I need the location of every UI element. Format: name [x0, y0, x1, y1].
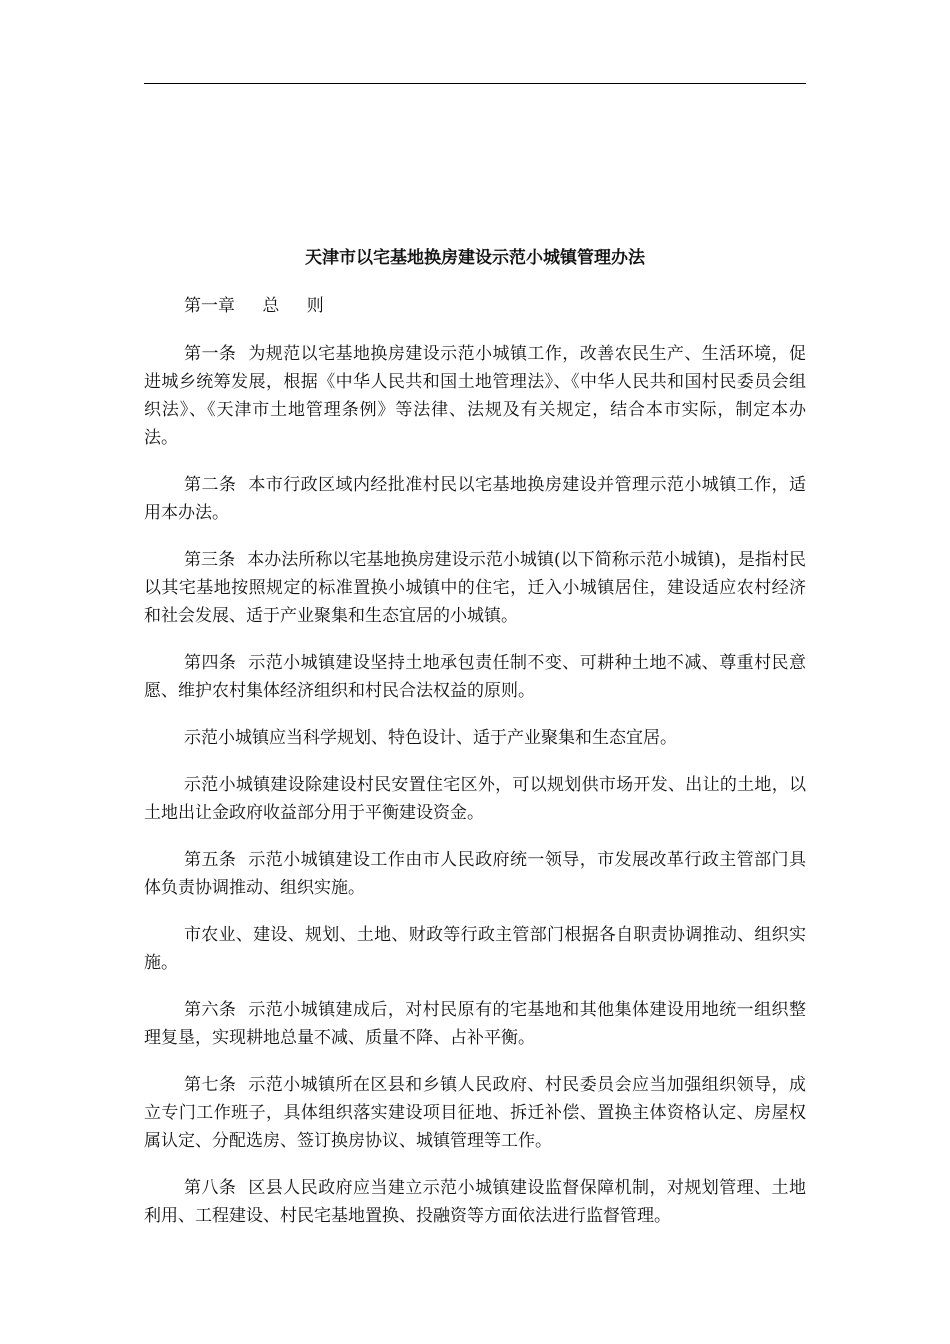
article-paragraph — [144, 1071, 806, 1155]
article-text: 本办法所称以宅基地换房建设示范小城镇(以下简称示范小城镇)，是指村民以其宅基地按照规定的标准置换小城镇中的住宅，迁入小城镇居住，建设适应农村经济和社会发展、适于产业聚集和生态宜居的小城镇。 — [144, 550, 807, 626]
article-paragraph — [144, 846, 806, 902]
article-label: 第五条 — [184, 850, 237, 870]
article-text: 示范小城镇应当科学规划、特色设计、适于产业聚集和生态宜居。 — [184, 728, 677, 748]
article-paragraph — [144, 921, 806, 977]
article-label: 第三条 — [184, 550, 236, 570]
article-text: 示范小城镇建设除建设村民安置住宅区外，可以规划供市场开发、出让的土地，以土地出让金政府收益部分用于平衡建设资金。 — [144, 775, 806, 823]
article-text: 为规范以宅基地换房建设示范小城镇工作，改善农民生产、生活环境，促进城乡统筹发展，根据《中华人民共和国土地管理法》、《中华人民共和国村民委员会组织法》、《天津市土地管理条例》等法律、法规及有关规定，结合本市实际，制定本办法。 — [144, 344, 807, 448]
article-text: 示范小城镇建设坚持土地承包责任制不变、可耕种土地不减、尊重村民意愿、维护农村集体经济组织和村民合法权益的原则。 — [144, 653, 807, 701]
article-paragraph — [144, 471, 806, 527]
article-paragraph — [144, 771, 806, 827]
article-text: 市农业、建设、规划、土地、财政等行政主管部门根据各自职责协调推动、组织实施。 — [144, 925, 806, 973]
article-text: 区县人民政府应当建立示范小城镇建设监督保障机制，对规划管理、土地利用、工程建设、村民宅基地置换、投融资等方面依法进行监督管理。 — [144, 1178, 807, 1226]
article-text: 示范小城镇建设工作由市人民政府统一领导，市发展改革行政主管部门具体负责协调推动、组织实施。 — [144, 850, 807, 898]
article-paragraph — [144, 340, 806, 452]
article-paragraph — [144, 996, 806, 1052]
document-title: 天津市以宅基地换房建设示范小城镇管理办法 — [305, 248, 645, 268]
document-body — [144, 340, 806, 1249]
article-paragraph — [144, 724, 806, 752]
article-label: 第一条 — [184, 344, 237, 364]
article-text: 示范小城镇所在区县和乡镇人民政府、村民委员会应当加强组织领导，成立专门工作班子，具体组织落实建设项目征地、拆迁补偿、置换主体资格认定、房屋权属认定、分配选房、签订换房协议、城镇管理等工作。 — [144, 1075, 807, 1151]
article-label: 第八条 — [184, 1178, 237, 1198]
article-label: 第七条 — [184, 1075, 237, 1095]
chapter-heading: 第一章 总 则 — [184, 296, 324, 316]
article-text: 本市行政区域内经批准村民以宅基地换房建设并管理示范小城镇工作，适用本办法。 — [144, 475, 807, 523]
article-label: 第六条 — [184, 1000, 237, 1020]
article-label: 第二条 — [184, 475, 237, 495]
article-paragraph — [144, 546, 806, 630]
header-rule — [144, 83, 806, 84]
article-text: 示范小城镇建成后，对村民原有的宅基地和其他集体建设用地统一组织整理复垦，实现耕地总量不减、质量不降、占补平衡。 — [144, 1000, 807, 1048]
article-paragraph — [144, 649, 806, 705]
article-paragraph — [144, 1174, 806, 1230]
article-label: 第四条 — [184, 653, 237, 673]
